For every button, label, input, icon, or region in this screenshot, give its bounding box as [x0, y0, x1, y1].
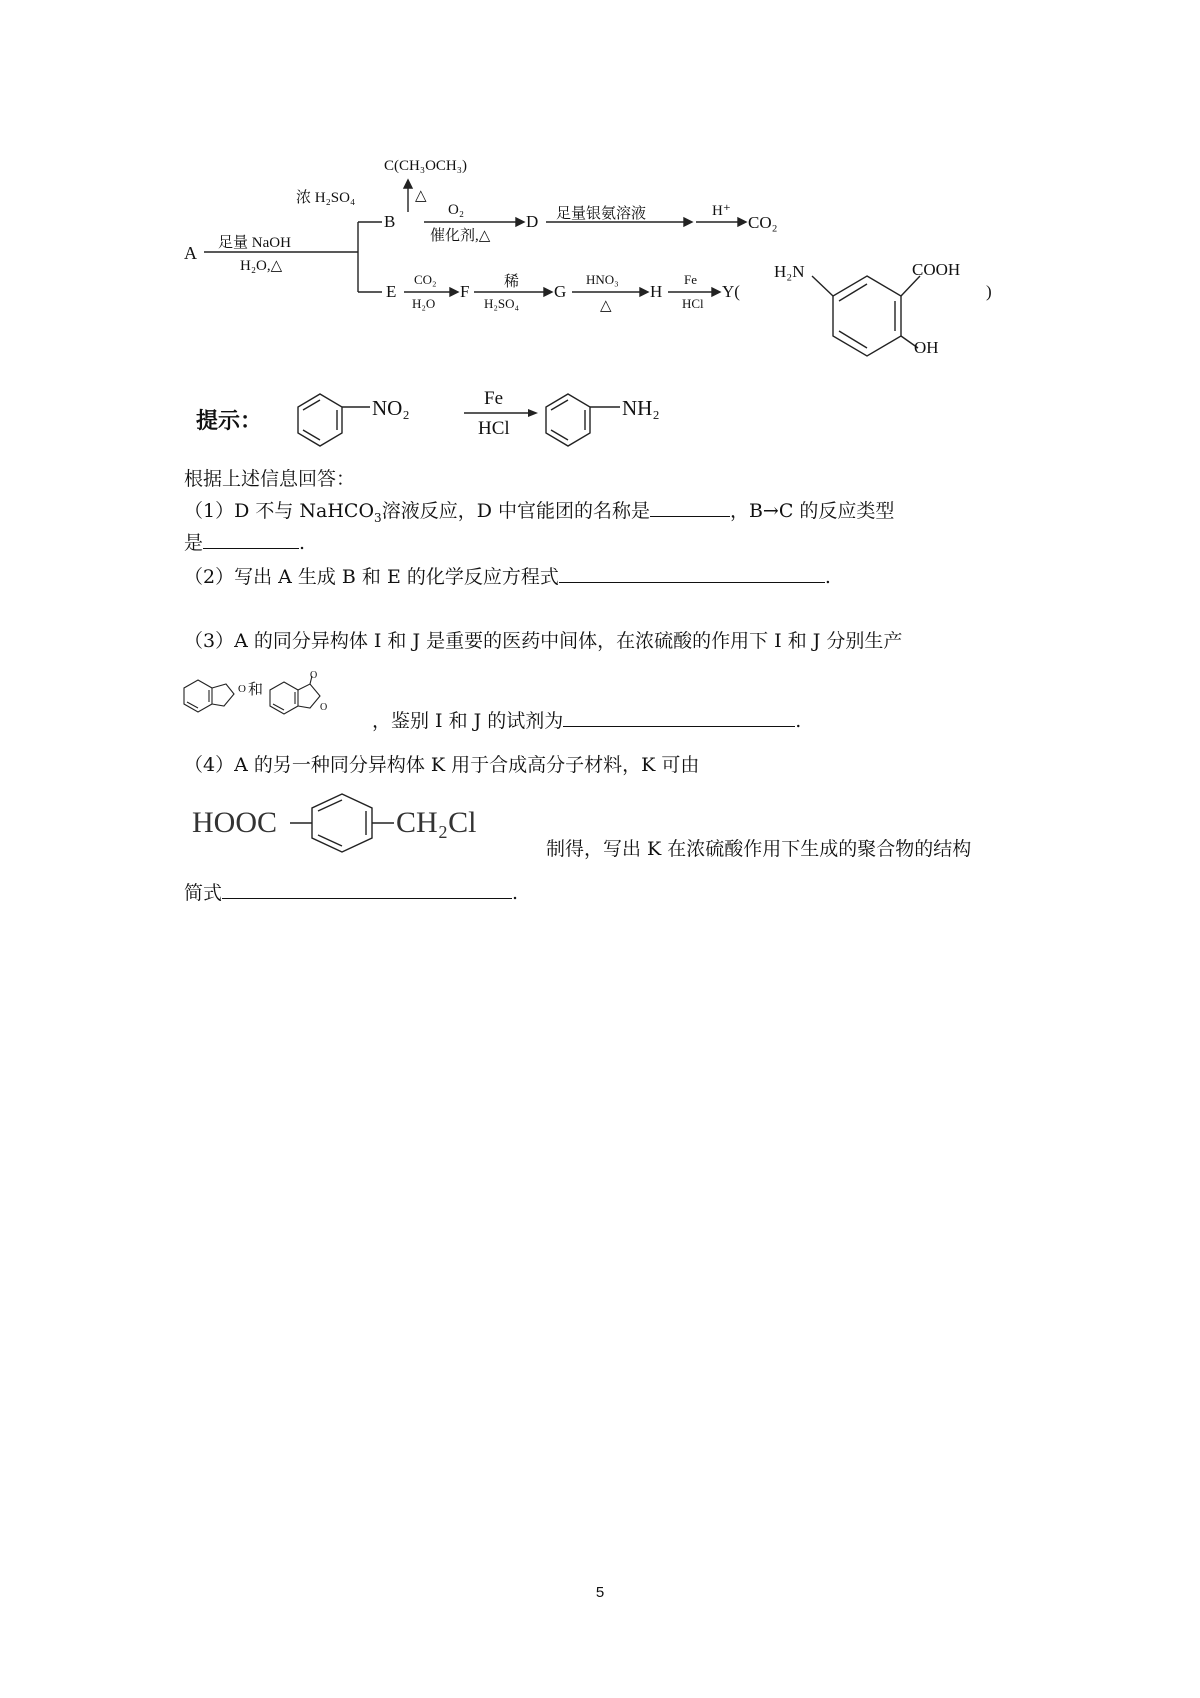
q4-ch2cl-group: CH₂Cl — [396, 806, 477, 839]
question-1-line-1 — [184, 498, 894, 531]
silver-ammonia-condition: 足量银氨溶液 — [556, 206, 647, 222]
q3-ring-oxygen: O — [320, 702, 328, 713]
phthalide-ring — [270, 682, 298, 714]
compound-c: C(CH₃OCH₃) — [384, 158, 467, 174]
q1-text-d: 是 — [184, 532, 204, 554]
y-amino-group: H₂N — [774, 262, 805, 281]
q1-text-c: ，B→C 的反应类型 — [729, 500, 895, 522]
o2-condition: O₂ — [448, 202, 465, 218]
q2-text-b: . — [824, 566, 831, 588]
y-benzene-ring — [812, 276, 920, 356]
delta-condition-2: △ — [600, 298, 612, 314]
compound-h: H — [650, 282, 663, 301]
q1-blank-1[interactable] — [650, 498, 730, 517]
compound-a: A — [184, 243, 197, 263]
compound-b: B — [384, 212, 396, 231]
q4-hooc-group: HOOC — [192, 806, 278, 839]
hint-nitro-group: NO₂ — [372, 396, 410, 420]
compound-y: Y( — [722, 282, 740, 301]
hint-fe: Fe — [484, 388, 503, 409]
h-plus-condition: H⁺ — [712, 203, 731, 219]
q3-structures — [180, 672, 360, 722]
question-2 — [184, 564, 831, 590]
q1-subscript: 3 — [374, 510, 382, 525]
question-3-line-1: （3）A 的同分异构体 I 和 J 是重要的医药中间体，在浓硫酸的作用下 I 和 J 分别生产 — [184, 630, 903, 652]
hno3-condition: HNO₃ — [586, 272, 619, 287]
naoh-condition: 足量 NaOH — [218, 235, 291, 251]
question-4-line-3 — [184, 880, 518, 906]
catalyst-condition: 催化剂,△ — [430, 228, 491, 244]
q3-carbonyl-oxygen: O — [310, 670, 318, 681]
dilute-condition: 稀 — [504, 274, 520, 290]
compound-d: D — [526, 212, 539, 231]
q1-text-e: . — [299, 532, 306, 554]
q4-benzene-ring — [312, 794, 372, 852]
q3-oxygen-label: O — [238, 683, 246, 695]
compound-g: G — [554, 282, 567, 301]
benzofuranone-ring — [184, 680, 212, 712]
q3-and: 和 — [248, 680, 264, 698]
aniline-ring — [546, 394, 590, 446]
page-number: 5 — [595, 1584, 605, 1601]
compound-f: F — [460, 282, 470, 301]
q1-blank-2[interactable] — [203, 530, 299, 549]
hint-hcl: HCl — [478, 418, 510, 439]
question-1-line-2 — [184, 530, 305, 556]
nitrobenzene-ring — [298, 394, 342, 446]
question-4-line-2: 制得，写出 K 在浓硫酸作用下生成的聚合物的结构 — [546, 838, 972, 860]
dilute-h2so4-condition: H₂SO₄ — [484, 296, 520, 311]
y-close-paren: ) — [986, 282, 992, 301]
hcl-condition: HCl — [682, 296, 704, 311]
q4-text-c: 简式 — [184, 882, 223, 904]
q2-blank[interactable] — [559, 564, 825, 583]
hint-label: 提示： — [196, 409, 263, 434]
question-3-line-2 — [372, 708, 801, 734]
y-carboxyl-group: COOH — [912, 260, 961, 279]
q3-text-c: . — [795, 710, 802, 732]
hint-amino-group: NH₂ — [622, 396, 660, 420]
conc-h2so4-condition: 浓 H₂SO₄ — [296, 190, 356, 206]
hint-structures — [0, 380, 1200, 460]
q1-text-b: 溶液反应，D 中官能团的名称是 — [381, 500, 650, 522]
h2o-condition: H₂O — [412, 296, 436, 311]
q2-text-a: （2）写出 A 生成 B 和 E 的化学反应方程式 — [184, 566, 559, 588]
h2o-delta-condition: H₂O,△ — [240, 258, 283, 274]
co2-condition: CO₂ — [414, 272, 437, 287]
compound-e: E — [386, 282, 397, 301]
q4-blank[interactable] — [222, 880, 512, 899]
fe-condition: Fe — [684, 272, 697, 287]
y-hydroxyl-group: OH — [914, 338, 939, 357]
q4-text-d: . — [512, 882, 519, 904]
question-intro: 根据上述信息回答： — [184, 468, 356, 490]
question-4-line-1: （4）A 的另一种同分异构体 K 用于合成高分子材料，K 可由 — [184, 754, 700, 776]
q1-text-a: （1）D 不与 NaHCO — [184, 500, 375, 522]
delta-condition: △ — [415, 188, 427, 204]
q3-blank[interactable] — [563, 708, 795, 727]
q3-text-b: ，鉴别 I 和 J 的试剂为 — [372, 710, 564, 732]
co2-product: CO₂ — [748, 213, 778, 232]
